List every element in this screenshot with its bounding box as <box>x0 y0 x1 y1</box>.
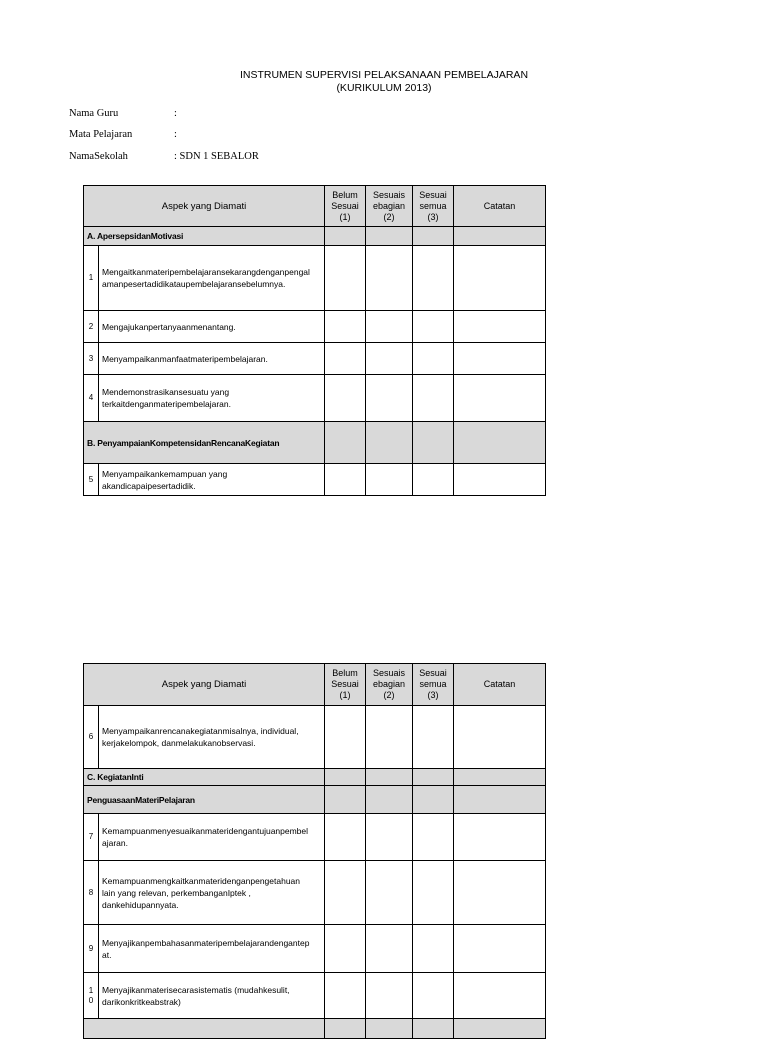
header-text: (2) <box>383 211 395 222</box>
table-header-row <box>84 186 546 227</box>
header-text: Sesuai <box>331 200 359 211</box>
notes-cell[interactable] <box>454 973 546 1019</box>
meta-label: Nama Guru <box>69 108 119 119</box>
blank-cell <box>454 227 546 246</box>
table-row <box>84 814 546 861</box>
blank-cell <box>325 422 366 464</box>
blank-cell <box>366 769 413 786</box>
header-catatan: Catatan <box>454 186 546 227</box>
score-cell-2[interactable] <box>366 973 413 1019</box>
score-cell-3[interactable] <box>413 375 454 422</box>
header-text: Belum <box>332 668 358 678</box>
header-sesuai-semua <box>413 186 454 227</box>
header-aspek: Aspek yang Diamati <box>84 664 325 706</box>
desc-line: Menyampaikankemampuan yang <box>102 468 228 479</box>
desc-line: Menyajikanmaterisecarasistematis (mudahkesulit, <box>102 984 290 995</box>
blank-cell <box>366 1019 413 1039</box>
table-row <box>84 973 546 1019</box>
header-belum-sesuai <box>325 664 366 706</box>
table-row <box>84 311 546 343</box>
header-text: semua <box>419 200 447 211</box>
notes-cell[interactable] <box>454 311 546 343</box>
score-cell-3[interactable] <box>413 814 454 861</box>
row-number <box>84 973 99 1019</box>
score-cell-1[interactable] <box>325 246 366 311</box>
section-row-a <box>84 227 546 246</box>
desc-line: Mendemonstrasikansesuatu yang <box>102 387 230 397</box>
header-text: Belum <box>332 189 358 200</box>
meta-value: : <box>174 108 177 119</box>
row-description <box>99 814 325 861</box>
score-cell-2[interactable] <box>366 246 413 311</box>
desc-line: darikonkritkeabstrak) <box>102 996 181 1007</box>
row-number: 1 <box>84 246 99 311</box>
row-number: 5 <box>84 464 99 496</box>
row-description <box>99 246 325 311</box>
blank-cell <box>454 1019 546 1039</box>
desc-line: kerjakelompok, danmelakukanobservasi. <box>102 738 256 748</box>
score-cell-1[interactable] <box>325 814 366 861</box>
header-text: (3) <box>427 690 439 700</box>
table-row <box>84 343 546 375</box>
notes-cell[interactable] <box>454 814 546 861</box>
score-cell-3[interactable] <box>413 861 454 925</box>
score-cell-1[interactable] <box>325 375 366 422</box>
score-cell-1[interactable] <box>325 925 366 973</box>
score-cell-2[interactable] <box>366 375 413 422</box>
blank-cell <box>366 227 413 246</box>
score-cell-2[interactable] <box>366 814 413 861</box>
blank-cell <box>413 769 454 786</box>
row-description <box>99 343 325 375</box>
header-catatan: Catatan <box>454 664 546 706</box>
score-cell-3[interactable] <box>413 706 454 769</box>
header-sesuai-sebagian <box>366 664 413 706</box>
header-text: Sesuais <box>373 189 406 200</box>
score-cell-1[interactable] <box>325 311 366 343</box>
desc-line: Menyampaikanrencanakegiatanmisalnya, individual, <box>102 726 299 736</box>
score-cell-2[interactable] <box>366 343 413 375</box>
blank-cell <box>413 422 454 464</box>
desc-line: akandicapaipesertadidik. <box>102 480 196 491</box>
score-cell-1[interactable] <box>325 861 366 925</box>
blank-cell <box>84 1019 325 1039</box>
header-text: (2) <box>383 690 395 700</box>
row-number: 6 <box>84 706 99 769</box>
row-description <box>99 375 325 422</box>
desc-line: amanpesertadidikataupembelajaransebelumnya. <box>102 279 286 289</box>
row-number: 7 <box>84 814 99 861</box>
meta-value: : <box>174 129 177 140</box>
subsection-title: PenguasaanMateriPelajaran <box>84 786 325 814</box>
header-sesuai-sebagian <box>366 186 413 227</box>
meta-label: NamaSekolah <box>69 151 128 162</box>
header-text: Sesuais <box>373 668 406 678</box>
score-cell-2[interactable] <box>366 464 413 496</box>
score-cell-1[interactable] <box>325 343 366 375</box>
score-cell-3[interactable] <box>413 925 454 973</box>
header-sesuai-semua <box>413 664 454 706</box>
header-text: (3) <box>427 211 439 222</box>
blank-cell <box>325 769 366 786</box>
row-description <box>99 925 325 973</box>
supervision-table-2 <box>83 663 546 1039</box>
blank-cell <box>366 422 413 464</box>
notes-cell[interactable] <box>454 375 546 422</box>
score-cell-1[interactable] <box>325 973 366 1019</box>
header-text: Sesuai <box>331 679 359 689</box>
desc-line: at. <box>102 949 112 960</box>
row-description <box>99 861 325 925</box>
desc-line: ajaran. <box>102 838 128 848</box>
score-cell-3[interactable] <box>413 343 454 375</box>
row-number-part: 0 <box>88 995 94 1005</box>
title-line-2: (KURIKULUM 2013) <box>336 82 432 94</box>
score-cell-1[interactable] <box>325 706 366 769</box>
row-number-part: 1 <box>88 985 94 995</box>
meta-value: : SDN 1 SEBALOR <box>174 151 259 162</box>
row-number: 8 <box>84 861 99 925</box>
score-cell-3[interactable] <box>413 311 454 343</box>
subsection-row <box>84 786 546 814</box>
notes-cell[interactable] <box>454 925 546 973</box>
header-text: Sesuai <box>419 189 447 200</box>
desc-line: Mengajukanpertanyaanmenantang. <box>102 321 236 332</box>
score-cell-3[interactable] <box>413 246 454 311</box>
blank-cell <box>454 769 546 786</box>
section-row-partial <box>84 1019 546 1039</box>
table-row <box>84 861 546 925</box>
blank-cell <box>413 227 454 246</box>
notes-cell[interactable] <box>454 343 546 375</box>
score-cell-2[interactable] <box>366 861 413 925</box>
section-title: C. KegiatanInti <box>84 769 325 786</box>
table-row <box>84 375 546 422</box>
notes-cell[interactable] <box>454 464 546 496</box>
score-cell-1[interactable] <box>325 464 366 496</box>
header-text: semua <box>419 679 447 689</box>
blank-cell <box>325 786 366 814</box>
section-row-c <box>84 769 546 786</box>
score-cell-3[interactable] <box>413 464 454 496</box>
document-title <box>150 69 618 95</box>
score-cell-3[interactable] <box>413 973 454 1019</box>
blank-cell <box>325 227 366 246</box>
blank-cell <box>366 786 413 814</box>
table-row <box>84 706 546 769</box>
desc-line: lain yang relevan, perkembanganIptek , <box>102 887 251 898</box>
desc-line: Kemampuanmengkaitkanmateridenganpengetahuan <box>102 875 301 886</box>
row-description <box>99 973 325 1019</box>
row-number: 3 <box>84 343 99 375</box>
score-cell-2[interactable] <box>366 706 413 769</box>
desc-line: Menyajikanpembahasanmateripembelajarandengantep <box>102 937 310 948</box>
section-title: B. PenyampaianKompetensidanRencanaKegiatan <box>84 422 325 464</box>
header-text: ebagian <box>372 679 406 689</box>
header-text: Sesuai <box>419 668 447 678</box>
desc-line: Kemampuanmenyesuaikanmateridengantujuanpembel <box>102 826 309 836</box>
table-row <box>84 464 546 496</box>
supervision-table-1 <box>83 185 546 496</box>
score-cell-2[interactable] <box>366 311 413 343</box>
blank-cell <box>325 1019 366 1039</box>
desc-line: terkaitdenganmateripembelajaran. <box>102 399 231 409</box>
meta-label: Mata Pelajaran <box>69 129 133 140</box>
blank-cell <box>413 786 454 814</box>
table-row <box>84 246 546 311</box>
desc-line: Mengaitkanmateripembelajaransekarangdenganpengal <box>102 267 310 277</box>
notes-cell[interactable] <box>454 861 546 925</box>
table-row <box>84 925 546 973</box>
header-aspek: Aspek yang Diamati <box>84 186 325 227</box>
desc-line: dankehidupannyata. <box>102 899 179 910</box>
score-cell-2[interactable] <box>366 925 413 973</box>
row-number: 2 <box>84 311 99 343</box>
desc-line: Menyampaikanmanfaatmateripembelajaran. <box>102 353 268 364</box>
section-title: A. ApersepsidanMotivasi <box>84 227 325 246</box>
row-number: 4 <box>84 375 99 422</box>
notes-cell[interactable] <box>454 706 546 769</box>
blank-cell <box>454 786 546 814</box>
header-belum-sesuai <box>325 186 366 227</box>
section-row-b <box>84 422 546 464</box>
row-description <box>99 464 325 496</box>
header-text: ebagian <box>372 200 406 211</box>
row-number: 9 <box>84 925 99 973</box>
blank-cell <box>413 1019 454 1039</box>
title-line-1: INSTRUMEN SUPERVISI PELAKSANAAN PEMBELAJARAN <box>239 69 529 81</box>
header-text: (1) <box>339 690 351 700</box>
row-description <box>99 311 325 343</box>
header-text: (1) <box>339 211 351 222</box>
table-header-row <box>84 664 546 706</box>
notes-cell[interactable] <box>454 246 546 311</box>
row-description <box>99 706 325 769</box>
blank-cell <box>454 422 546 464</box>
